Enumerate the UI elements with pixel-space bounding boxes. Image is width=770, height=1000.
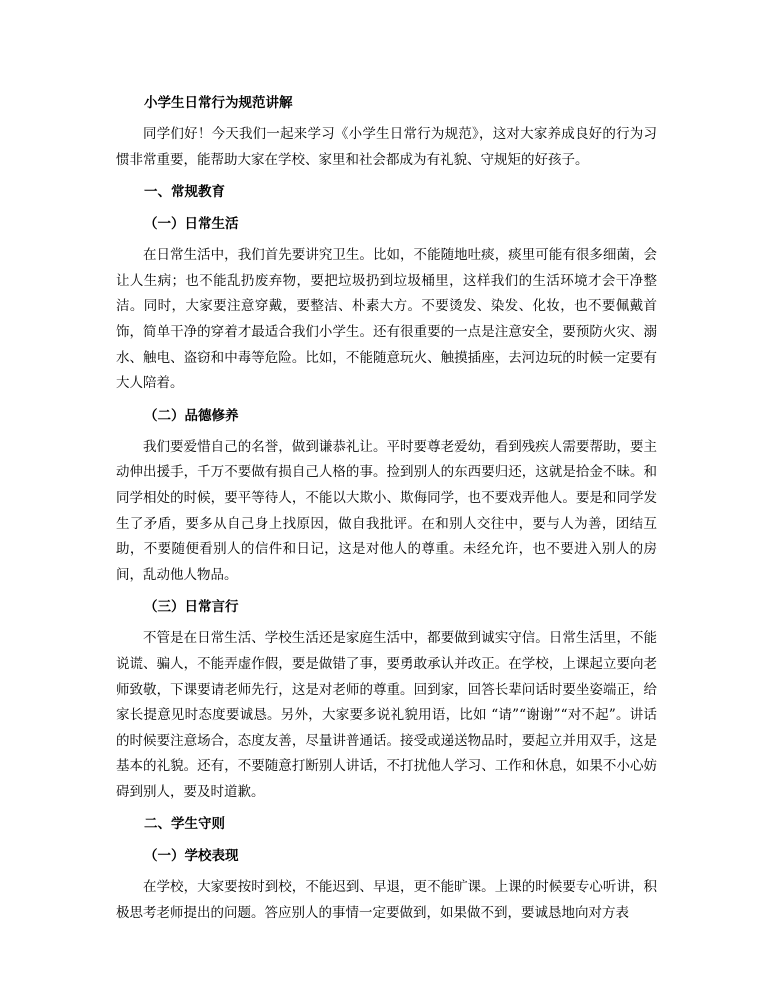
intro-paragraph: 同学们好！今天我们一起来学习《小学生日常行为规范》，这对大家养成良好的行为习惯非常重要，能帮助大家在学校、家里和社会都成为有礼貌、守规矩的好孩子。 [116, 126, 657, 168]
subsection-heading-daily-life: （一）日常生活 [144, 216, 239, 233]
document-title: 小学生日常行为规范讲解 [144, 95, 293, 111]
paragraph-daily-life: 在日常生活中，我们首先要讲究卫生。比如，不能随地吐痰，痰里可能有很多细菌，会让人生病；也不能乱扔废弃物，要把垃圾扔到垃圾桶里，这样我们的生活环境才会干净整洁。同时，大家要注意穿戴，要整洁、朴素大方。不要烫发、染发、化妆，也不要佩戴首饰，简单干净的穿着才最适合我们小学生。还有很重要的一点是注意安全，要预防火灾、溺水、触电、盗窃和中毒等危险。比如，不能随意玩火、触摸插座，去河边玩的时候一定要有大人陪着。 [116, 247, 657, 392]
subsection-heading-school-performance: （一）学校表现 [144, 848, 239, 865]
document-page [116, 90, 657, 933]
section-heading-routine-education: 一、常规教育 [144, 184, 225, 201]
paragraph-daily-conduct: 不管是在日常生活、学校生活还是家庭生活中，都要做到诚实守信。日常生活里，不能说谎、骗人，不能弄虚作假，要是做错了事，要勇敢承认并改正。在学校，上课起立要向老师致敬，下课要请老师先行，这是对老师的尊重。回到家，回答长辈问话时要坐姿端正，给家长提意见时态度要诚恳。另外，大家要多说礼貌用语，比如 “请”“谢谢”“对不起”。讲话的时候要注意场合，态度友善，尽量讲普通话。接受或递送物品时，要起立并用双手，这是基本的礼貌。还有，不要随意打断别人讲话，不打扰他人学习、工作和休息，如果不小心妨碍到别人，要及时道歉。 [116, 630, 657, 800]
subsection-heading-moral-cultivation: （二）品德修养 [144, 407, 239, 424]
paragraph-moral-cultivation: 我们要爱惜自己的名誉，做到谦恭礼让。平时要尊老爱幼，看到残疾人需要帮助，要主动伸出援手，千万不要做有损自己人格的事。捡到别人的东西要归还，这就是拾金不昧。和同学相处的时候，要平等待人，不能以大欺小、欺侮同学，也不要戏弄他人。要是和同学发生了矛盾，要多从自己身上找原因，做自我批评。在和别人交往中，要与人为善，团结互助，不要随便看别人的信件和日记，这是对他人的尊重。未经允许，也不要进入别人的房间，乱动他人物品。 [116, 438, 657, 583]
section-heading-student-rules: 二、学生守则 [144, 816, 225, 833]
subsection-heading-daily-conduct: （三）日常言行 [144, 599, 239, 616]
paragraph-school-performance: 在学校，大家要按时到校，不能迟到、早退，更不能旷课。上课的时候要专心听讲，积极思考老师提出的问题。答应别人的事情一定要做到，如果做不到，要诚恳地向对方表 [116, 879, 657, 922]
